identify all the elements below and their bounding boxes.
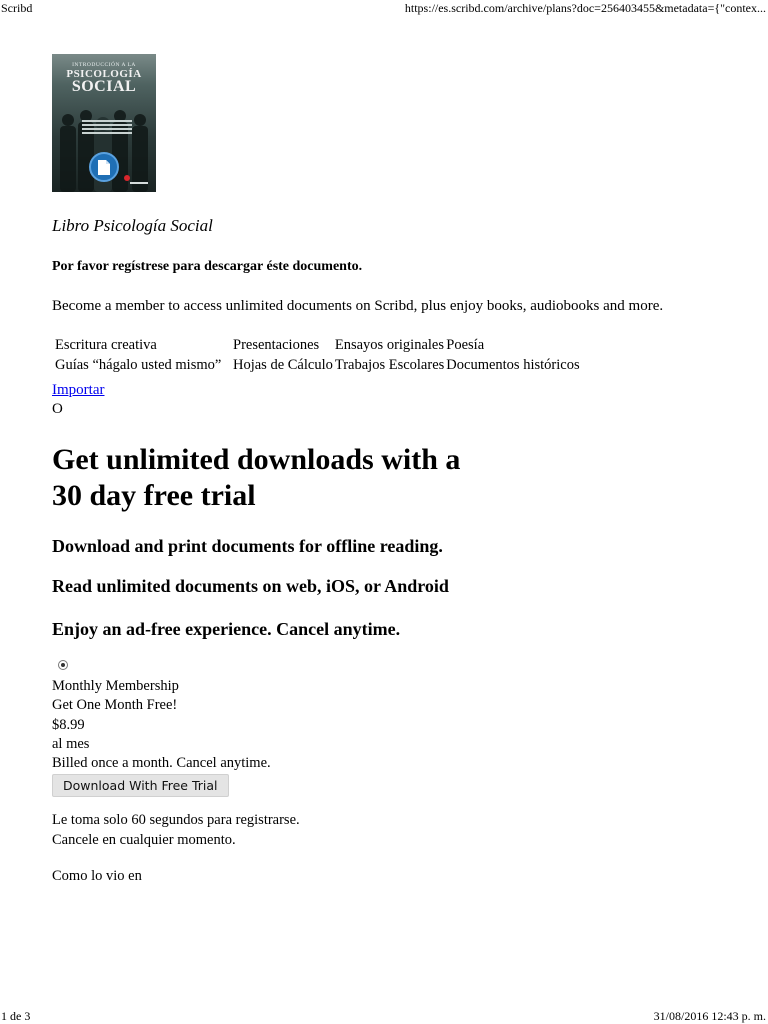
or-separator: O — [52, 401, 63, 417]
cover-title-line2: PSICOLOGÍA — [66, 68, 142, 80]
print-footer — [0, 1008, 768, 1024]
register-prompt: Por favor regístrese para descargar éste documento. — [52, 259, 363, 274]
category-spreadsheets[interactable]: Hojas de Cálculo — [233, 357, 333, 373]
book-cover[interactable] — [52, 54, 156, 192]
trial-headline: Get unlimited downloads with a 30 day free trial — [52, 443, 461, 512]
plan-period: al mes — [52, 736, 90, 752]
category-poetry[interactable]: Poesía — [446, 337, 485, 353]
feature-download-print: Download and print documents for offline reading. — [52, 536, 443, 556]
feature-ad-free: Enjoy an ad-free experience. Cancel anytime. — [52, 619, 401, 639]
import-link[interactable]: Importar — [52, 382, 105, 398]
print-footer-timestamp: 31/08/2016 12:43 p. m. — [653, 1009, 766, 1023]
print-header-url: https://es.scribd.com/archive/plans?doc=256403455&metadata={"contex... — [404, 1, 766, 15]
feature-read-unlimited: Read unlimited documents on web, iOS, or Android — [52, 576, 449, 596]
plan-name: Monthly Membership — [52, 678, 179, 694]
document-icon — [89, 152, 119, 182]
cover-title-line1: INTRODUCCIÓN A LA — [72, 62, 136, 68]
as-seen-in-label: Como lo vio en — [52, 868, 142, 884]
document-title: Libro Psicología Social — [52, 216, 213, 235]
plan-radio[interactable] — [58, 660, 68, 670]
category-creative-writing[interactable]: Escritura creativa — [55, 337, 157, 353]
signup-note-cancel: Cancele en cualquier momento. — [52, 832, 236, 848]
print-header — [0, 0, 768, 16]
publisher-logo — [128, 181, 150, 187]
become-member-text: Become a member to access unlimited documents on Scribd, plus enjoy books, audiobooks and more. — [52, 298, 664, 314]
category-original-essays[interactable]: Ensayos originales — [334, 337, 445, 353]
cover-authors — [82, 120, 132, 138]
plan-billing: Billed once a month. Cancel anytime. — [52, 755, 271, 771]
print-footer-page: 1 de 3 — [1, 1009, 31, 1023]
category-historical-documents[interactable]: Documentos históricos — [446, 357, 580, 373]
cover-title-line3: SOCIAL — [71, 78, 137, 95]
category-row — [55, 337, 580, 355]
plan-price: $8.99 — [52, 717, 85, 733]
category-school-work[interactable]: Trabajos Escolares — [334, 357, 445, 373]
download-free-trial-button[interactable]: Download With Free Trial — [52, 774, 229, 797]
category-presentations[interactable]: Presentaciones — [233, 337, 320, 353]
category-table — [53, 335, 582, 377]
print-header-title: Scribd — [1, 1, 33, 15]
category-diy-guides[interactable]: Guías “hágalo usted mismo” — [55, 357, 222, 373]
category-row — [55, 357, 580, 375]
plan-radio-dot — [61, 663, 65, 667]
signup-note-time: Le toma solo 60 segundos para registrarse. — [52, 812, 300, 828]
plan-offer: Get One Month Free! — [52, 697, 178, 713]
